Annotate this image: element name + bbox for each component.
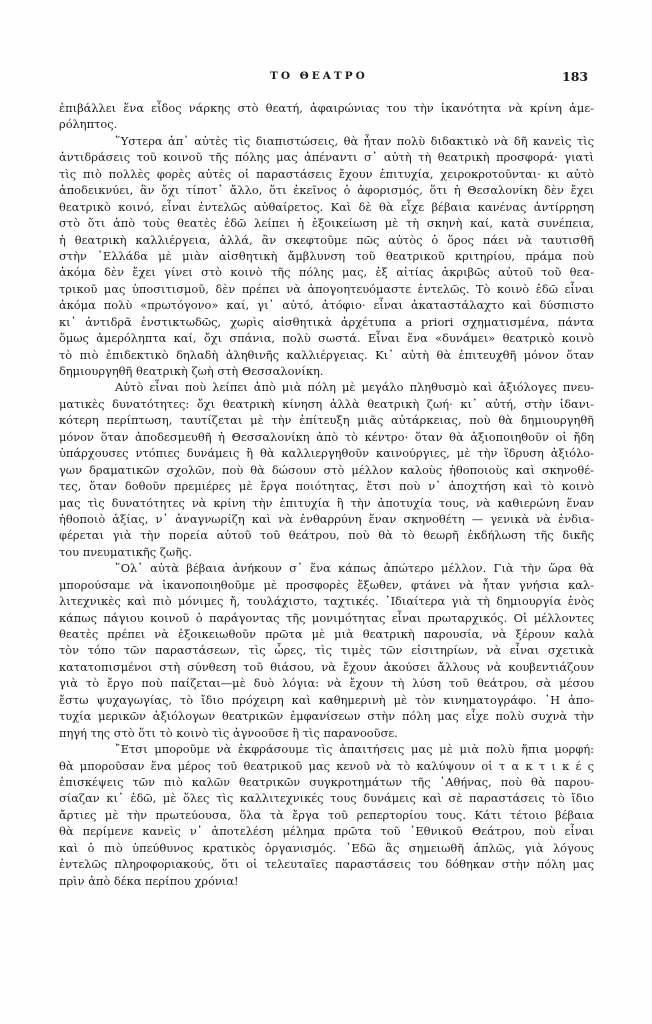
text-line: ἄρτιες μὲ τὴν πρωτεύουσα, ὅλα τὰ ἔργα τοῦ ρεπερτορίου τους. Κάτι τέτοιο βέβαια — [59, 807, 594, 822]
text-line: φέρεται γιὰ τὴν πορεία αὐτοῦ τοῦ θεάτρου, ποὺ θὰ τὸ θεωρῆ ἐκδήλωση τῆς δικῆς — [59, 528, 594, 543]
paragraph — [59, 133, 594, 380]
text-line: ρόληπτος. — [59, 117, 118, 132]
text-line: λιτεχνικὲς καὶ πιὸ μόνιμες ἤ, τουλάχιστο, ταχτικές. ᾽Ιδιαίτερα γιὰ τὴ δημιουργία ἑνὸς — [59, 594, 594, 609]
text-line: κατατοπισμένοι στὴ σύνθεση τοῦ θιάσου, νὰ ἔχουν ἀκούσει ἄλλους νὰ κουβεντιάζουν — [59, 659, 594, 674]
text-line: πηγή της στὸ ὅτι τὸ κοινὸ τὶς ἀγνοοῦσε ἢ τὶς παρανοοῦσε. — [59, 725, 398, 740]
running-head — [0, 70, 652, 86]
text-line: γων δραματικῶν σχολῶν, ποὺ θὰ δώσουν στὸ μέλλον καλοὺς ἠθοποιοὺς καὶ σκηνοθέ- — [59, 462, 594, 477]
body-text — [59, 100, 594, 889]
paragraph — [59, 560, 594, 741]
running-title: ΤΟ ΘΕΑΤΡΟ — [270, 70, 368, 82]
text-line: γιὰ τὸ ἔργο ποὺ παίζεται—μὲ δυὸ λόγια: νὰ ἔχουν τὴ λύση τοῦ θεάτρου, σὰ μέσου — [59, 676, 594, 691]
text-line: σίαζαν κι᾽ ἐδῶ, μὲ ὅλες τὶς καλλιτεχνικές τους δυνάμεις καὶ σὲ παραστάσεις τὸ ἴδιο — [59, 791, 594, 806]
text-line: τὸν τόπο τῶν παραστάσεων, τὶς ὧρες, τὶς τιμὲς τῶν εἰσιτηρίων, νὰ εἶναι σχετικὰ — [59, 643, 594, 658]
text-line: ἔστω ψυχαγωγίας, τὸ ἴδιο πρόχειρη καὶ καθημερινὴ μὲ τὸν κινηματογράφο. ῾Η ἀπο- — [59, 692, 594, 707]
text-line: τρικοῦ μας ὑποσιτισμοῦ, δὲν πρέπει νὰ ἀπογοητευόμαστε ἐντελῶς. Τὸ κοινὸ ἐδῶ εἶναι — [59, 281, 594, 296]
page-number: 183 — [562, 69, 589, 84]
text-line: ῎Ετσι μποροῦμε νὰ ἐκφράσουμε τὶς ἀπαιτήσεις μας μὲ μιὰ πολὺ ἤπια μορφή: — [115, 742, 594, 757]
text-line: τὶς πιὸ πολλὲς φορὲς αὐτὲς οἱ παραστάσεις ἔχουν ἐπιτυχία, χειροκροτοῦνται· κι αὐτὸ — [59, 166, 594, 181]
text-line: ἡ θεατρικὴ καλλιέργεια, ἀλλά, ἂν σκεφτοῦμε πῶς αὐτὸς ὁ ὅρος πάει νὰ ταυτισθῆ — [59, 232, 594, 247]
paragraph — [59, 379, 594, 560]
text-line: στὴν ῾Ελλάδα μὲ μιὰν αἰσθητικὴ ἄμβλυνση τοῦ θεατρικοῦ κριτηρίου, πράμα ποὺ — [59, 248, 594, 263]
text-line: ὑπάρχουσες ντόπιες δυνάμεις ἢ θὰ καλλιεργηθοῦν καινούργιες, μὲ τὴν ἵδρυση ἀξιόλο- — [59, 446, 594, 461]
paragraph — [59, 100, 594, 133]
text-line: ἀντιδράσεις τοῦ κοινοῦ τῆς πόλης μας ἀπέναντι σ᾽ αὐτὴ τὴ θεατρικὴ προσφορά· γιατὶ — [59, 150, 594, 165]
text-line: ἐπιβάλλει ἕνα εἶδος νάρκης στὸ θεατή, ἀφαιρώνιας του τὴν ἱκανότητα νὰ κρίνη ἀμε- — [59, 101, 594, 115]
text-line: τυχία μερικῶν ἀξιόλογων θεατρικῶν ἐμφανίσεων στὴν πόλη μας εἶχε πολὺ συχνὰ τὴν — [59, 709, 594, 724]
text-line: ῞Υστερα ἀπ᾽ αὐτὲς τὶς διαπιστώσεις, θὰ ἦταν πολὺ διδακτικὸ νὰ δῆ κανεὶς τὶς — [115, 133, 594, 148]
text-line: θὰ περίμενε κανεὶς ν᾽ ἀποτελέση μέλημα πρῶτα τοῦ ᾽Εθνικοῦ Θεάτρου, ποὺ εἶναι — [59, 824, 594, 839]
text-line: κι᾽ ἀντιδρᾶ ἐνστικτωδῶς, χωρὶς αἰσθητικὰ ἀρχέτυπα a priori σχηματισμένα, πάντα — [59, 314, 594, 329]
text-line: ἐντελῶς πληροφοριακούς, ὅτι οἱ τελευταῖες παραστάσεις του δόθηκαν στὴν πόλη μας — [59, 857, 594, 872]
text-line: Αὐτὸ εἶναι ποὺ λείπει ἀπὸ μιὰ πόλη μὲ μεγάλο πληθυσμὸ καὶ ἀξιόλογες πνευ- — [115, 380, 594, 395]
text-line: θὰ μποροῦσαν ἕνα μέρος τοῦ θεατρικοῦ μας κενοῦ νὰ τὸ καλύψουν οἱ τ α κ τ ι κ έ ς — [59, 758, 594, 773]
text-line: στὸ ὅτι ἀπὸ τοὺς θεατὲς ἐδῶ λείπει ἡ ἐξοικείωση μὲ τὴ σκηνὴ καί, κατὰ συνέπεια, — [59, 216, 594, 231]
paragraph — [59, 741, 594, 889]
text-line: δημιουργηθῆ θεατρικὴ ζωὴ στὴ Θεσσαλονίκη. — [59, 364, 324, 378]
text-line: ἀποδεικνύει, ἂν ὄχι τίποτ᾽ ἄλλο, ὅτι ἐκεῖνος ὁ ἀφορισμός, ὅτι ἡ Θεσαλονίκη δὲν ἔχει — [59, 183, 594, 198]
text-line: μόνον ὅταν ἀποδεσμευθῆ ἡ Θεσσαλονίκη ἀπὸ τὸ κέντρο· ὅταν θὰ ἀξιοποιηθοῦν οἱ ἤδη — [59, 429, 594, 444]
text-line: πρὶν ἀπὸ δέκα περίπου χρόνια! — [59, 873, 239, 888]
text-line: ἠθοποιὸ ἀξίας, ν᾽ ἀναγνωρίζη καὶ νὰ ἐνθαρρύνη ἕναν σκηνοθέτη — γενικὰ νὰ ἐνδια- — [59, 511, 594, 526]
text-line: κάπως πάγιου κοινοῦ ὁ παράγοντας τῆς μονιμότητας εἶναι πρωταρχικός. Οἱ μέλλοντες — [59, 610, 594, 625]
text-line: ῞Ολ᾽ αὐτὰ βέβαια ἀνήκουν σ᾽ ἕνα κάπως ἀπώτερο μέλλον. Γιὰ τὴν ὥρα θὰ — [115, 561, 594, 576]
text-line: ματικὲς δυνατότητες: ὄχι θεατρικὴ κίνηση ἀλλὰ θεατρικὴ ζωή· κι᾽ αὐτή, στὴν ἰδανι- — [59, 396, 594, 411]
text-line: θεατὲς πρέπει νὰ ἐξοικειωθοῦν πρῶτα μὲ μιὰ θεατρικὴ παρουσία, νὰ ξέρουν καλὰ — [59, 627, 594, 641]
text-line: θεατρικὸ κοινό, εἶναι ἐντελῶς αὐθαίρετος. Καὶ δὲ θὰ εἶχε βέβαια κανένας ἀντίρρηση — [59, 199, 594, 214]
text-line: καὶ ὁ πιὸ ὑπεύθυνος κρατικὸς ὀργανισμός. ᾽Εδῶ ἂς σημειωθῆ ἁπλῶς, γιὰ λόγους — [59, 840, 594, 855]
text-line: ὅμως ἀμερόληπτα καί, ὄχι σπάνια, πολὺ σωστά. Εἶναι ἕνα «δυνάμει» θεατρικὸ κοινὸ — [59, 331, 594, 346]
text-line: μας τὶς δυνατότητες νὰ κρίνη τὴν ἐπιτυχία ἢ τὴν ἀποτυχία τους, νὰ καθιερώνη ἕναν — [59, 495, 594, 510]
text-line: τες, ὅταν δοθοῦν πρεμιέρες μὲ ἔργα ποιότητας, ἔτσι ποὺ ν᾽ ἀποχτήση καὶ τὸ κοινὸ — [59, 479, 594, 494]
text-line: ἐπισκέψεις τῶν πιὸ καλῶν θεατρικῶν συγκροτημάτων τῆς ᾽Αθήνας, ποὺ θὰ παρου- — [59, 774, 594, 789]
text-line: μπορούσαμε νὰ ἱκανοποιηθοῦμε μὲ προσφορὲς ἔξωθεν, φτάνει νὰ ἦταν γνήσια καλ- — [59, 577, 594, 592]
text-line: ἀκόμα πολὺ «πρωτόγονο» καί, γι᾽ αὐτό, ἀτόφιο· εἶναι ἀκαταστάλαχτο καὶ δύσπιστο — [59, 298, 594, 313]
text-line: ἀκόμα δὲν ἔχει γίνει στὸ κοινὸ τῆς πόλης μας, ἐξ αἰτίας ἀκριβῶς αὐτοῦ τοῦ θεα- — [59, 265, 594, 280]
text-line: του πνευματικῆς ζωῆς. — [59, 544, 193, 559]
text-line: κότερη περίπτωση, ταυτίζεται μὲ τὴν ἐπίτευξη μιᾶς αὐτάρκειας, ποὺ θὰ δημιουργηθῆ — [59, 413, 594, 428]
text-line: τὸ πιὸ ἐπιδεκτικὸ δηλαδὴ ἀληθινῆς καλλιέργειας. Κι᾽ αὐτὴ θὰ ἐπιτευχθῆ μόνον ὅταν — [59, 347, 594, 362]
